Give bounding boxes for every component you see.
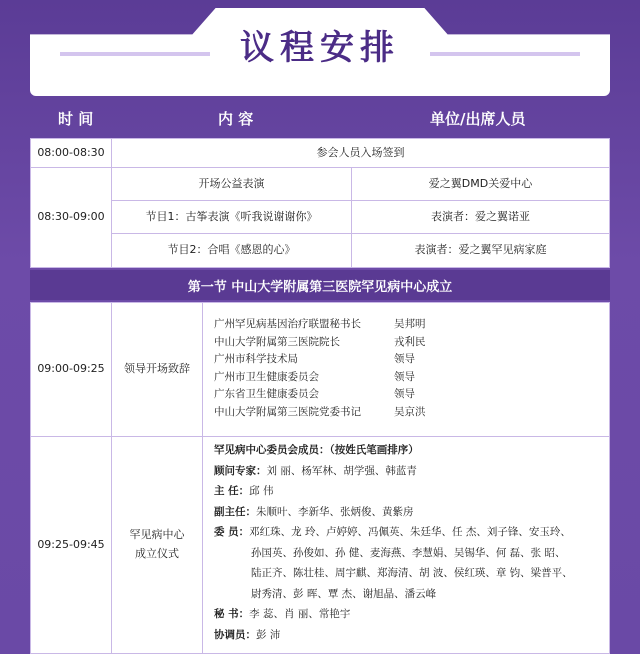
list-item: 中山大学附属第三医院党委书记 (214, 405, 361, 418)
committee-vice: 副主任：朱顺叶、李新华、张炳俊、黄紫房 (214, 505, 414, 518)
row4-content-line1: 罕见病中心 (129, 528, 185, 542)
row4-time: 09:25-09:45 (30, 436, 112, 654)
committee-advisors: 顾问专家：刘 丽、杨军林、胡学强、韩蓝青 (214, 464, 417, 477)
committee-director: 主 任：邱 伟 (214, 485, 274, 497)
list-item: 领导 (394, 370, 415, 383)
committee-secretary: 秘 书：李 蕊、肖 丽、常艳宇 (214, 608, 351, 620)
row2-item-b-right: 表演者：爱之翼诺亚 (351, 200, 610, 234)
row4-content-line2: 成立仪式 (135, 547, 179, 560)
list-item: 中山大学附属第三医院院长 (214, 335, 340, 348)
committee-list (214, 440, 604, 645)
header-time: 时 间 (58, 110, 94, 128)
row2-item-c-right: 表演者：爱之翼罕见病家庭 (351, 233, 610, 268)
title-area (0, 0, 640, 100)
row2-item-c-left: 节目2：合唱《感恩的心》 (111, 233, 352, 268)
committee-coordinator: 协调员：彭 沛 (214, 628, 281, 641)
row1-content: 参会人员入场签到 (111, 138, 610, 168)
list-item: 领导 (394, 353, 415, 366)
committee-members: 委 员：邓红珠、龙 玲、卢婷婷、冯佩英、朱廷华、任 杰、刘子锋、安玉玲、 (214, 526, 571, 538)
list-item: 广州罕见病基因治疗联盟秘书长 (214, 318, 361, 331)
row2-time: 08:30-09:00 (30, 167, 112, 268)
row2-item-b-left: 节目1：古筝表演《听我说谢谢你》 (111, 200, 352, 234)
list-item: 吴京洪 (394, 405, 426, 418)
committee-members-cont: 孙国英、孙俊如、孙 健、麦海燕、李慧娟、吴锡华、何 磊、张 昭、 (251, 546, 566, 559)
page-title: 议程安排 (240, 28, 400, 68)
committee-members-cont: 陆正齐、陈壮桂、周宇麒、郑海清、胡 波、侯红瑛、章 钧、梁普平、 (251, 567, 573, 579)
row3-time: 09:00-09:25 (30, 302, 112, 437)
row3-org-list (214, 315, 394, 420)
committee-members-cont: 尉秀清、彭 晖、覃 杰、谢旭晶、潘云峰 (251, 587, 437, 600)
row3-content: 领导开场致辞 (111, 302, 203, 437)
header-content: 内 容 (218, 110, 254, 128)
row4-content (111, 436, 203, 654)
row3-people-list (394, 315, 474, 420)
row1-time: 08:00-08:30 (30, 138, 112, 168)
row2-item-a-right: 爱之翼DMD关爱中心 (351, 167, 610, 201)
section-title: 第一节 中山大学附属第三医院罕见病中心成立 (30, 270, 610, 300)
list-item: 领导 (394, 388, 415, 401)
header-unit: 单位/出席人员 (430, 110, 526, 128)
list-item: 广东省卫生健康委员会 (214, 388, 319, 401)
list-item: 广州市科学技术局 (214, 353, 298, 366)
committee-title: 罕见病中心委员会成员：（按姓氏笔画排序） (214, 444, 419, 456)
row2-item-a-left: 开场公益表演 (111, 167, 352, 201)
list-item: 吴邦明 (394, 318, 426, 331)
list-item: 广州市卫生健康委员会 (214, 370, 319, 383)
list-item: 戎利民 (394, 335, 426, 348)
table-header (30, 100, 610, 136)
